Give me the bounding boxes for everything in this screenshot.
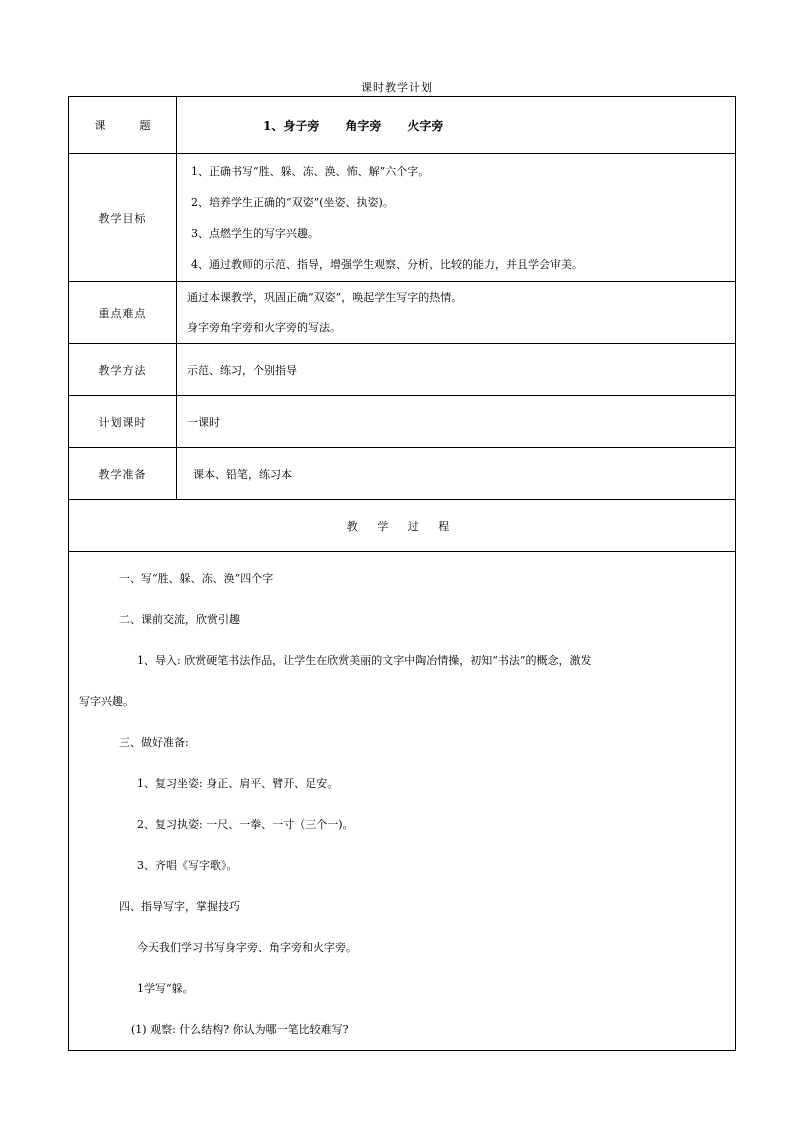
topic-part-3: 火字旁 xyxy=(407,118,444,133)
goals-content xyxy=(177,154,736,282)
process-line: 1、复习坐姿: 身正、肩平、臂开、足安。 xyxy=(137,777,339,790)
document-title: 课时教学计划 xyxy=(361,81,433,94)
process-line: 1、导入: 欣赏硬笔书法作品，让学生在欣赏美丽的文字中陶冶情操，初知“书法”的概念，激发 xyxy=(137,654,592,667)
process-line: 2、复习执姿: 一尺、一拳、一寸（三个一)。 xyxy=(137,818,354,831)
process-line: 写字兴趣。 xyxy=(79,695,134,708)
goal-item: 1、正确书写“胜、躲、冻、涣、怖、解”六个字。 xyxy=(191,164,430,178)
goals-label: 教学目标 xyxy=(69,154,177,282)
process-line: 四、指导写字，掌握技巧 xyxy=(119,900,240,913)
process-line: 1学写“躲。 xyxy=(137,982,194,995)
process-line: 一、写“胜、躲、冻、涣”四个字 xyxy=(119,572,274,585)
process-line: (1) 观察: 什么结构? 你认为哪一笔比较难写? xyxy=(131,1023,349,1036)
goals-row xyxy=(69,154,736,282)
difficulty-line: 身字旁角字旁和火字旁的写法。 xyxy=(187,320,341,334)
topic-row xyxy=(69,97,736,154)
process-header: 教 学 过 程 xyxy=(69,500,736,552)
hours-value: 一课时 xyxy=(177,396,736,448)
process-line: 今天我们学习书写身字旁、角字旁和火字旁。 xyxy=(137,941,357,954)
preparation-row xyxy=(69,448,736,500)
difficulties-row xyxy=(69,282,736,344)
preparation-value: 课本、铅笔，练习本 xyxy=(177,448,736,500)
difficulty-line: 通过本课教学，巩固正确“双姿”，唤起学生写字的热情。 xyxy=(187,290,463,304)
goal-item: 3、点燃学生的写字兴趣。 xyxy=(191,226,319,240)
lesson-plan-table xyxy=(68,96,736,1051)
process-body-row xyxy=(69,552,736,1051)
topic-label-char-1: 课 xyxy=(94,119,106,132)
process-body xyxy=(69,552,736,1051)
topic-part-1: 身子旁 xyxy=(283,118,320,133)
methods-value: 示范、练习，个别指导 xyxy=(177,344,736,396)
goals-list xyxy=(177,156,735,280)
topic-number: 1、 xyxy=(263,118,284,133)
process-header-row xyxy=(69,500,736,552)
hours-row xyxy=(69,396,736,448)
topic-label xyxy=(69,97,177,154)
goal-item: 4、通过教师的示范、指导，增强学生观察、分析、比较的能力，并且学会审美。 xyxy=(191,257,583,271)
process-line: 三、做好准备: xyxy=(119,736,189,749)
topic-value xyxy=(177,97,736,154)
topic-part-2: 角字旁 xyxy=(345,118,382,133)
process-line: 3、齐唱《写字歌》。 xyxy=(137,859,238,872)
goal-item: 2、培养学生正确的“双姿”(坐姿、执姿)。 xyxy=(191,195,394,209)
difficulties-content xyxy=(177,282,736,344)
methods-label: 教学方法 xyxy=(69,344,177,396)
process-line: 二、课前交流，欣赏引趣 xyxy=(119,613,240,626)
topic-label-char-2: 题 xyxy=(139,119,151,132)
hours-label: 计划课时 xyxy=(69,396,177,448)
methods-row xyxy=(69,344,736,396)
difficulties-label: 重点难点 xyxy=(69,282,177,344)
preparation-label: 教学准备 xyxy=(69,448,177,500)
